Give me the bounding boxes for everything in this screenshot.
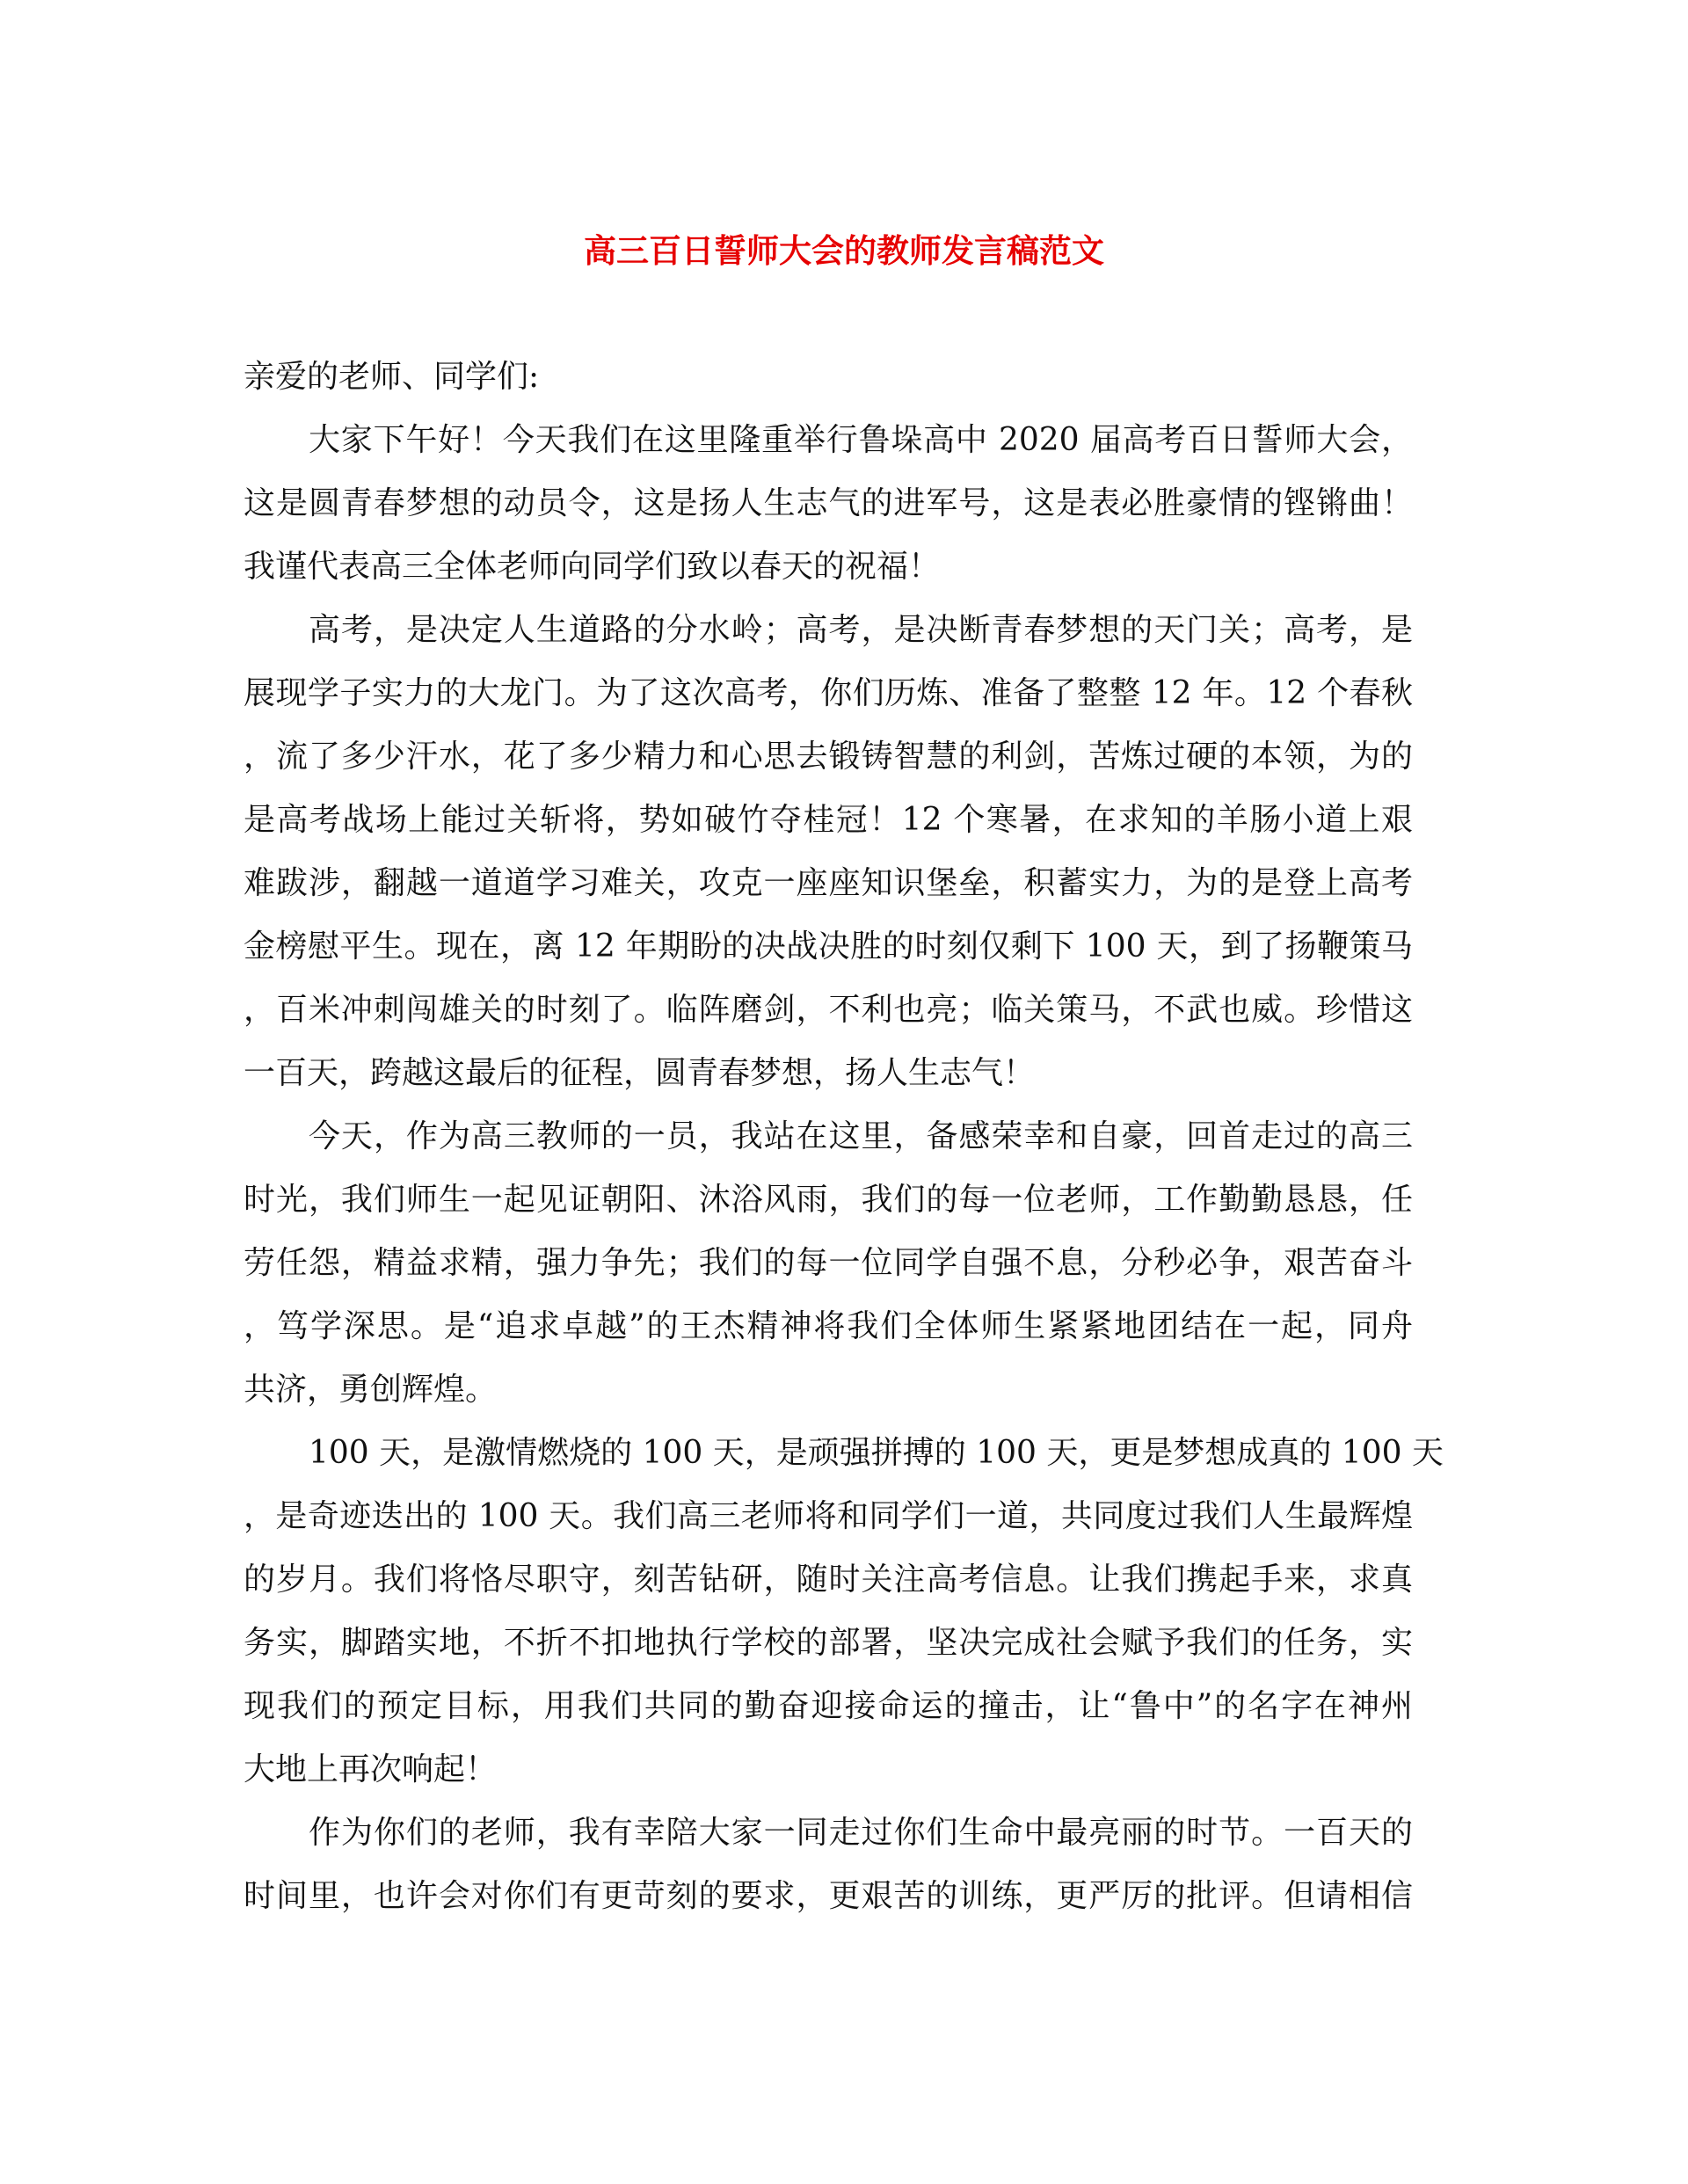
text-line: 高考，是决定人生道路的分水岭；高考，是决断青春梦想的天门关；高考，是 — [309, 612, 1413, 648]
greeting: 亲爱的老师、同学们: — [244, 359, 540, 395]
text-line: 务实，脚踏实地，不折不扣地执行学校的部署，坚决完成社会赋予我们的任务，实 — [244, 1625, 1413, 1661]
text-line: 难跋涉，翻越一道道学习难关，攻克一座座知识堡垒，积蓄实力，为的是登上高考 — [244, 865, 1413, 901]
text-line: 作为你们的老师，我有幸陪大家一同走过你们生命中最亮丽的时节。一百天的 — [309, 1815, 1413, 1851]
text-line: 劳任怨，精益求精，强力争先；我们的每一位同学自强不息，分秒必争，艰苦奋斗 — [244, 1245, 1413, 1281]
document-title: 高三百日誓师大会的教师发言稿范文 — [584, 231, 1104, 270]
text-line: 展现学子实力的大龙门。为了这次高考，你们历炼、准备了整整 12 年。12 个春秋 — [244, 675, 1413, 711]
text-line: 大家下午好！今天我们在这里隆重举行鲁垛高中 2020 届高考百日誓师大会， — [309, 422, 1413, 458]
text-line: 今天，作为高三教师的一员，我站在这里，备感荣幸和自豪，回首走过的高三 — [309, 1118, 1413, 1154]
text-line: 一百天，跨越这最后的征程，圆青春梦想，扬人生志气！ — [244, 1055, 1036, 1091]
text-line: 的岁月。我们将恪尽职守，刻苦钻研，随时关注高考信息。让我们携起手来，求真 — [244, 1562, 1413, 1598]
text-line: 这是圆青春梦想的动员令，这是扬人生志气的进军号，这是表必胜豪情的铿锵曲！ — [244, 485, 1413, 521]
text-line: 我谨代表高三全体老师向同学们致以春天的祝福！ — [244, 549, 941, 585]
text-line: ，流了多少汗水，花了多少精力和心思去锻铸智慧的利剑，苦炼过硬的本领，为的 — [244, 739, 1413, 775]
text-line: 金榜慰平生。现在，离 12 年期盼的决战决胜的时刻仅剩下 100 天，到了扬鞭策马 — [244, 928, 1413, 965]
text-line: ，笃学深思。是“追求卓越”的王杰精神将我们全体师生紧紧地团结在一起，同舟 — [244, 1308, 1413, 1344]
text-line: 是高考战场上能过关斩将，势如破竹夺桂冠！12 个寒暑，在求知的羊肠小道上艰 — [244, 802, 1413, 838]
text-line: 100 天，是激情燃烧的 100 天，是顽强拼搏的 100 天，更是梦想成真的 100 天 — [309, 1435, 1444, 1471]
text-line: 时间里，也许会对你们有更苛刻的要求，更艰苦的训练，更严厉的批评。但请相信 — [244, 1878, 1413, 1914]
text-line: 现我们的预定目标，用我们共同的勤奋迎接命运的撞击，让“鲁中”的名字在神州 — [244, 1688, 1413, 1724]
document-body — [244, 353, 1444, 1936]
text-line: ，百米冲刺闯雄关的时刻了。临阵磨剑，不利也亮；临关策马，不武也威。珍惜这 — [244, 992, 1413, 1028]
text-line: 大地上再次响起！ — [244, 1751, 498, 1787]
text-line: 时光，我们师生一起见证朝阳、沐浴风雨，我们的每一位老师，工作勤勤恳恳，任 — [244, 1182, 1413, 1218]
text-line: ，是奇迹迭出的 100 天。我们高三老师将和同学们一道，共同度过我们人生最辉煌 — [244, 1498, 1413, 1534]
text-line: 共济，勇创辉煌。 — [244, 1372, 498, 1408]
